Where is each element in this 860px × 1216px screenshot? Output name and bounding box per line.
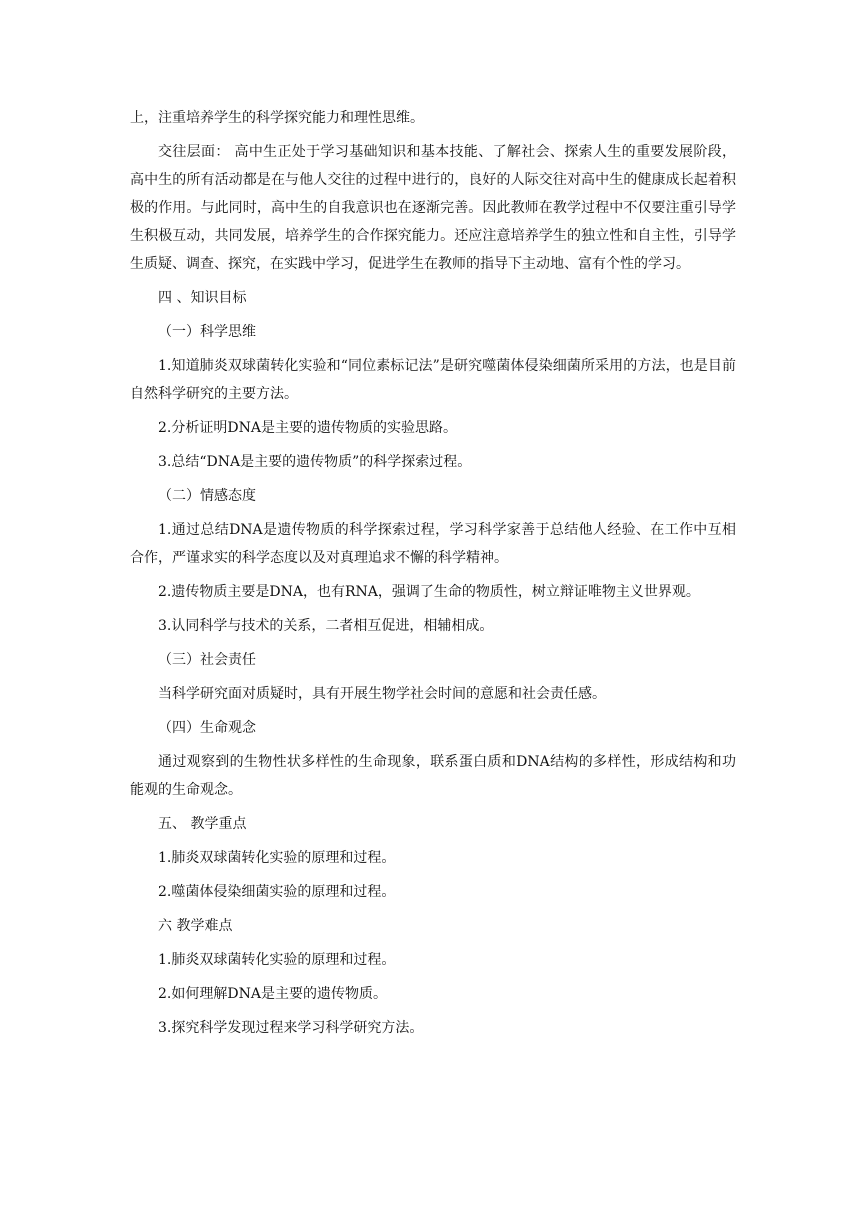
paragraph: 3.总结“DNA是主要的遗传物质”的科学探索过程。 <box>158 454 472 470</box>
document-page <box>130 104 736 1048</box>
paragraph: 1.肺炎双球菌转化实验的原理和过程。 <box>158 850 396 866</box>
section-heading: 四 、知识目标 <box>158 290 247 306</box>
paragraph: 2.分析证明DNA是主要的遗传物质的实验思路。 <box>158 420 457 436</box>
paragraph: 通过观察到的生物性状多样性的生命现象，联系蛋白质和DNA结构的多样性，形成结构和功能观的生命观念。 <box>130 754 736 798</box>
paragraph: 2.如何理解DNA是主要的遗传物质。 <box>158 986 387 1002</box>
paragraph: 交往层面： 高中生正处于学习基础知识和基本技能、了解社会、探索人生的重要发展阶段，高中生的所有活动都是在与他人交往的过程中进行的，良好的人际交往对高中生的健康成长起着积极的作用。与此同时，高中生的自我意识也在逐渐完善。因此教师在教学过程中不仅要注重引导学生积极互动，共同发展，培养学生的合作探究能力。还应注意培养学生的独立性和自主性，引导学生质疑、调查、探究，在实践中学习，促进学生在教师的指导下主动地、富有个性的学习。 <box>130 144 736 272</box>
paragraph: 1.肺炎双球菌转化实验的原理和过程。 <box>158 952 396 968</box>
paragraph: 当科学研究面对质疑时，具有开展生物学社会时间的意愿和社会责任感。 <box>158 686 606 702</box>
paragraph: 1.通过总结DNA是遗传物质的科学探索过程，学习科学家善于总结他人经验、在工作中互相合作，严谨求实的科学态度以及对真理追求不懈的科学精神。 <box>130 522 736 566</box>
paragraph: 1.知道肺炎双球菌转化实验和“同位素标记法”是研究噬菌体侵染细菌所采用的方法，也是目前自然科学研究的主要方法。 <box>130 358 736 402</box>
paragraph: 3.探究科学发现过程来学习科学研究方法。 <box>158 1020 424 1036</box>
paragraph: 2.遗传物质主要是DNA，也有RNA，强调了生命的物质性，树立辩证唯物主义世界观。 <box>158 584 700 600</box>
section-heading: 五、 教学重点 <box>158 816 247 832</box>
section-heading: 六 教学难点 <box>158 918 233 934</box>
subsection-heading: （一）科学思维 <box>158 324 256 340</box>
subsection-heading: （二）情感态度 <box>158 488 256 504</box>
paragraph: 2.噬菌体侵染细菌实验的原理和过程。 <box>158 884 396 900</box>
paragraph: 3.认同科学与技术的关系，二者相互促进，相辅相成。 <box>158 618 494 634</box>
subsection-heading: （三）社会责任 <box>158 652 256 668</box>
subsection-heading: （四）生命观念 <box>158 720 256 736</box>
paragraph: 上，注重培养学生的科学探究能力和理性思维。 <box>130 110 424 126</box>
